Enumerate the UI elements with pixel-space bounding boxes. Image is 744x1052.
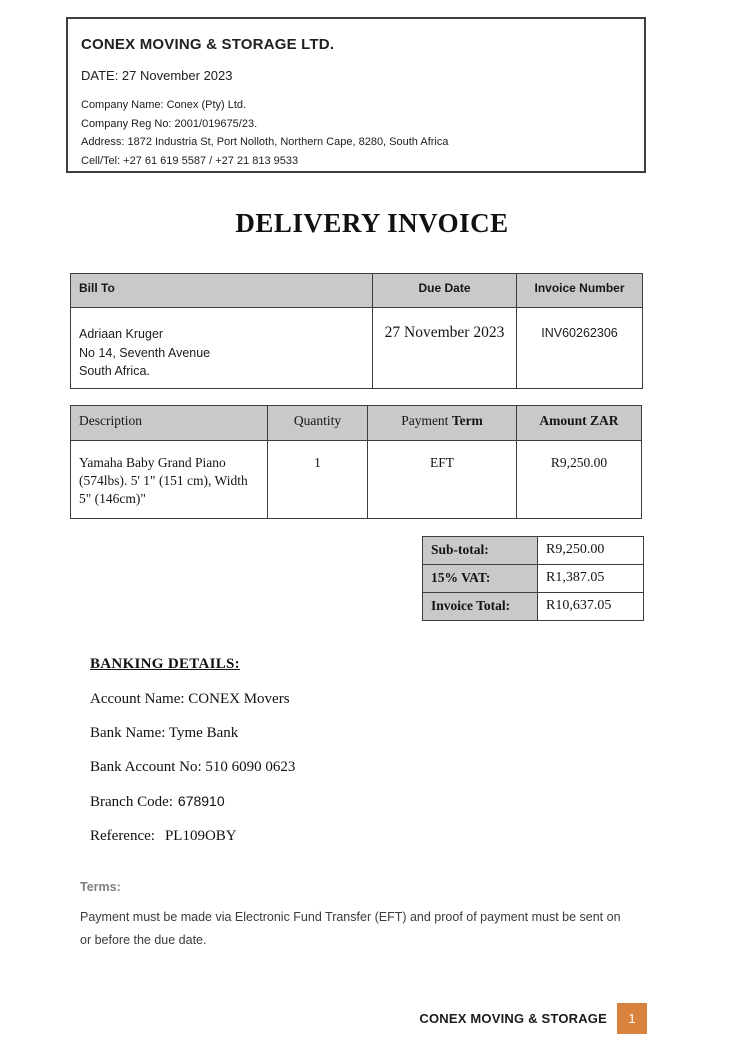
- item-quantity: 1: [268, 441, 368, 519]
- bill-info-header-row: [71, 274, 643, 308]
- bill-info-value-row: [71, 308, 643, 389]
- company-phone: Cell/Tel: +27 61 619 5587 / +27 21 813 9533: [81, 154, 299, 167]
- terms-heading: Terms:: [80, 880, 121, 894]
- invoice-total-value: R10,637.05: [538, 593, 644, 621]
- company-reg-no: Company Reg No: 2001/019675/23.: [81, 117, 258, 130]
- due-date-value: 27 November 2023: [373, 308, 517, 389]
- subtotal-row: [423, 537, 644, 565]
- vat-row: [423, 565, 644, 593]
- bank-account-no-line: Bank Account No: 510 6090 0623: [90, 759, 296, 775]
- totals-table: [422, 536, 644, 621]
- company-name-detail: Company Name: Conex (Pty) Ltd.: [81, 99, 247, 111]
- page-footer: [419, 1003, 647, 1034]
- invoice-number-value: INV60262306: [517, 308, 643, 389]
- bill-to-street: No 14, Seventh Avenue: [79, 345, 211, 360]
- invoice-date-line: DATE: 27 November 2023: [81, 68, 233, 83]
- bank-name-line: Bank Name: Tyme Bank: [90, 725, 239, 741]
- document-title: DELIVERY INVOICE: [235, 208, 509, 238]
- bill-to-name: Adriaan Kruger: [79, 327, 164, 341]
- branch-code-label: Branch Code:: [90, 794, 173, 810]
- quantity-header: Quantity: [268, 406, 368, 441]
- page-number-badge: 1: [617, 1003, 647, 1034]
- payment-term-header-bold: Term: [451, 413, 483, 428]
- company-header-box: [66, 17, 646, 173]
- item-description: Yamaha Baby Grand Piano (574lbs). 5' 1" (151 cm), Width 5" (146cm)": [71, 441, 268, 519]
- payment-term-header: [368, 406, 517, 441]
- banking-details-section: [90, 656, 295, 861]
- banking-details-heading: BANKING DETAILS:: [90, 656, 240, 672]
- reference-line: [90, 827, 295, 846]
- branch-code-value: 678910: [177, 793, 225, 809]
- bill-to-address-block: [71, 308, 373, 389]
- items-header-row: [71, 406, 642, 441]
- invoice-number-header: Invoice Number: [517, 274, 643, 308]
- payment-term-header-light: Payment: [401, 413, 449, 428]
- description-header: Description: [71, 406, 268, 441]
- bill-to-header: Bill To: [71, 274, 373, 308]
- footer-company-name: CONEX MOVING & STORAGE: [419, 1011, 607, 1026]
- vat-label: 15% VAT:: [423, 565, 538, 593]
- branch-code-line: [90, 792, 295, 812]
- company-address: Address: 1872 Industria St, Port Nolloth, Northern Cape, 8280, South Africa: [81, 136, 449, 148]
- reference-value: PL109OBY: [164, 828, 237, 844]
- item-payment-term: EFT: [368, 441, 517, 519]
- reference-label: Reference:: [90, 828, 155, 844]
- terms-section: [80, 880, 625, 952]
- bill-info-table: [70, 273, 643, 389]
- invoice-total-row: [423, 593, 644, 621]
- line-items-table: [70, 405, 642, 519]
- vat-value: R1,387.05: [538, 565, 644, 593]
- item-row: [71, 441, 642, 519]
- invoice-total-label: Invoice Total:: [423, 593, 538, 621]
- bill-to-country: South Africa.: [79, 364, 150, 378]
- item-amount: R9,250.00: [517, 441, 642, 519]
- subtotal-label: Sub-total:: [423, 537, 538, 565]
- account-name-line: Account Name: CONEX Movers: [90, 691, 290, 707]
- terms-body: Payment must be made via Electronic Fund Transfer (EFT) and proof of payment must be sent on or before the due date.: [80, 910, 621, 947]
- company-name: CONEX MOVING & STORAGE LTD.: [81, 36, 335, 53]
- amount-header: Amount ZAR: [517, 406, 642, 441]
- due-date-header: Due Date: [373, 274, 517, 308]
- subtotal-value: R9,250.00: [538, 537, 644, 565]
